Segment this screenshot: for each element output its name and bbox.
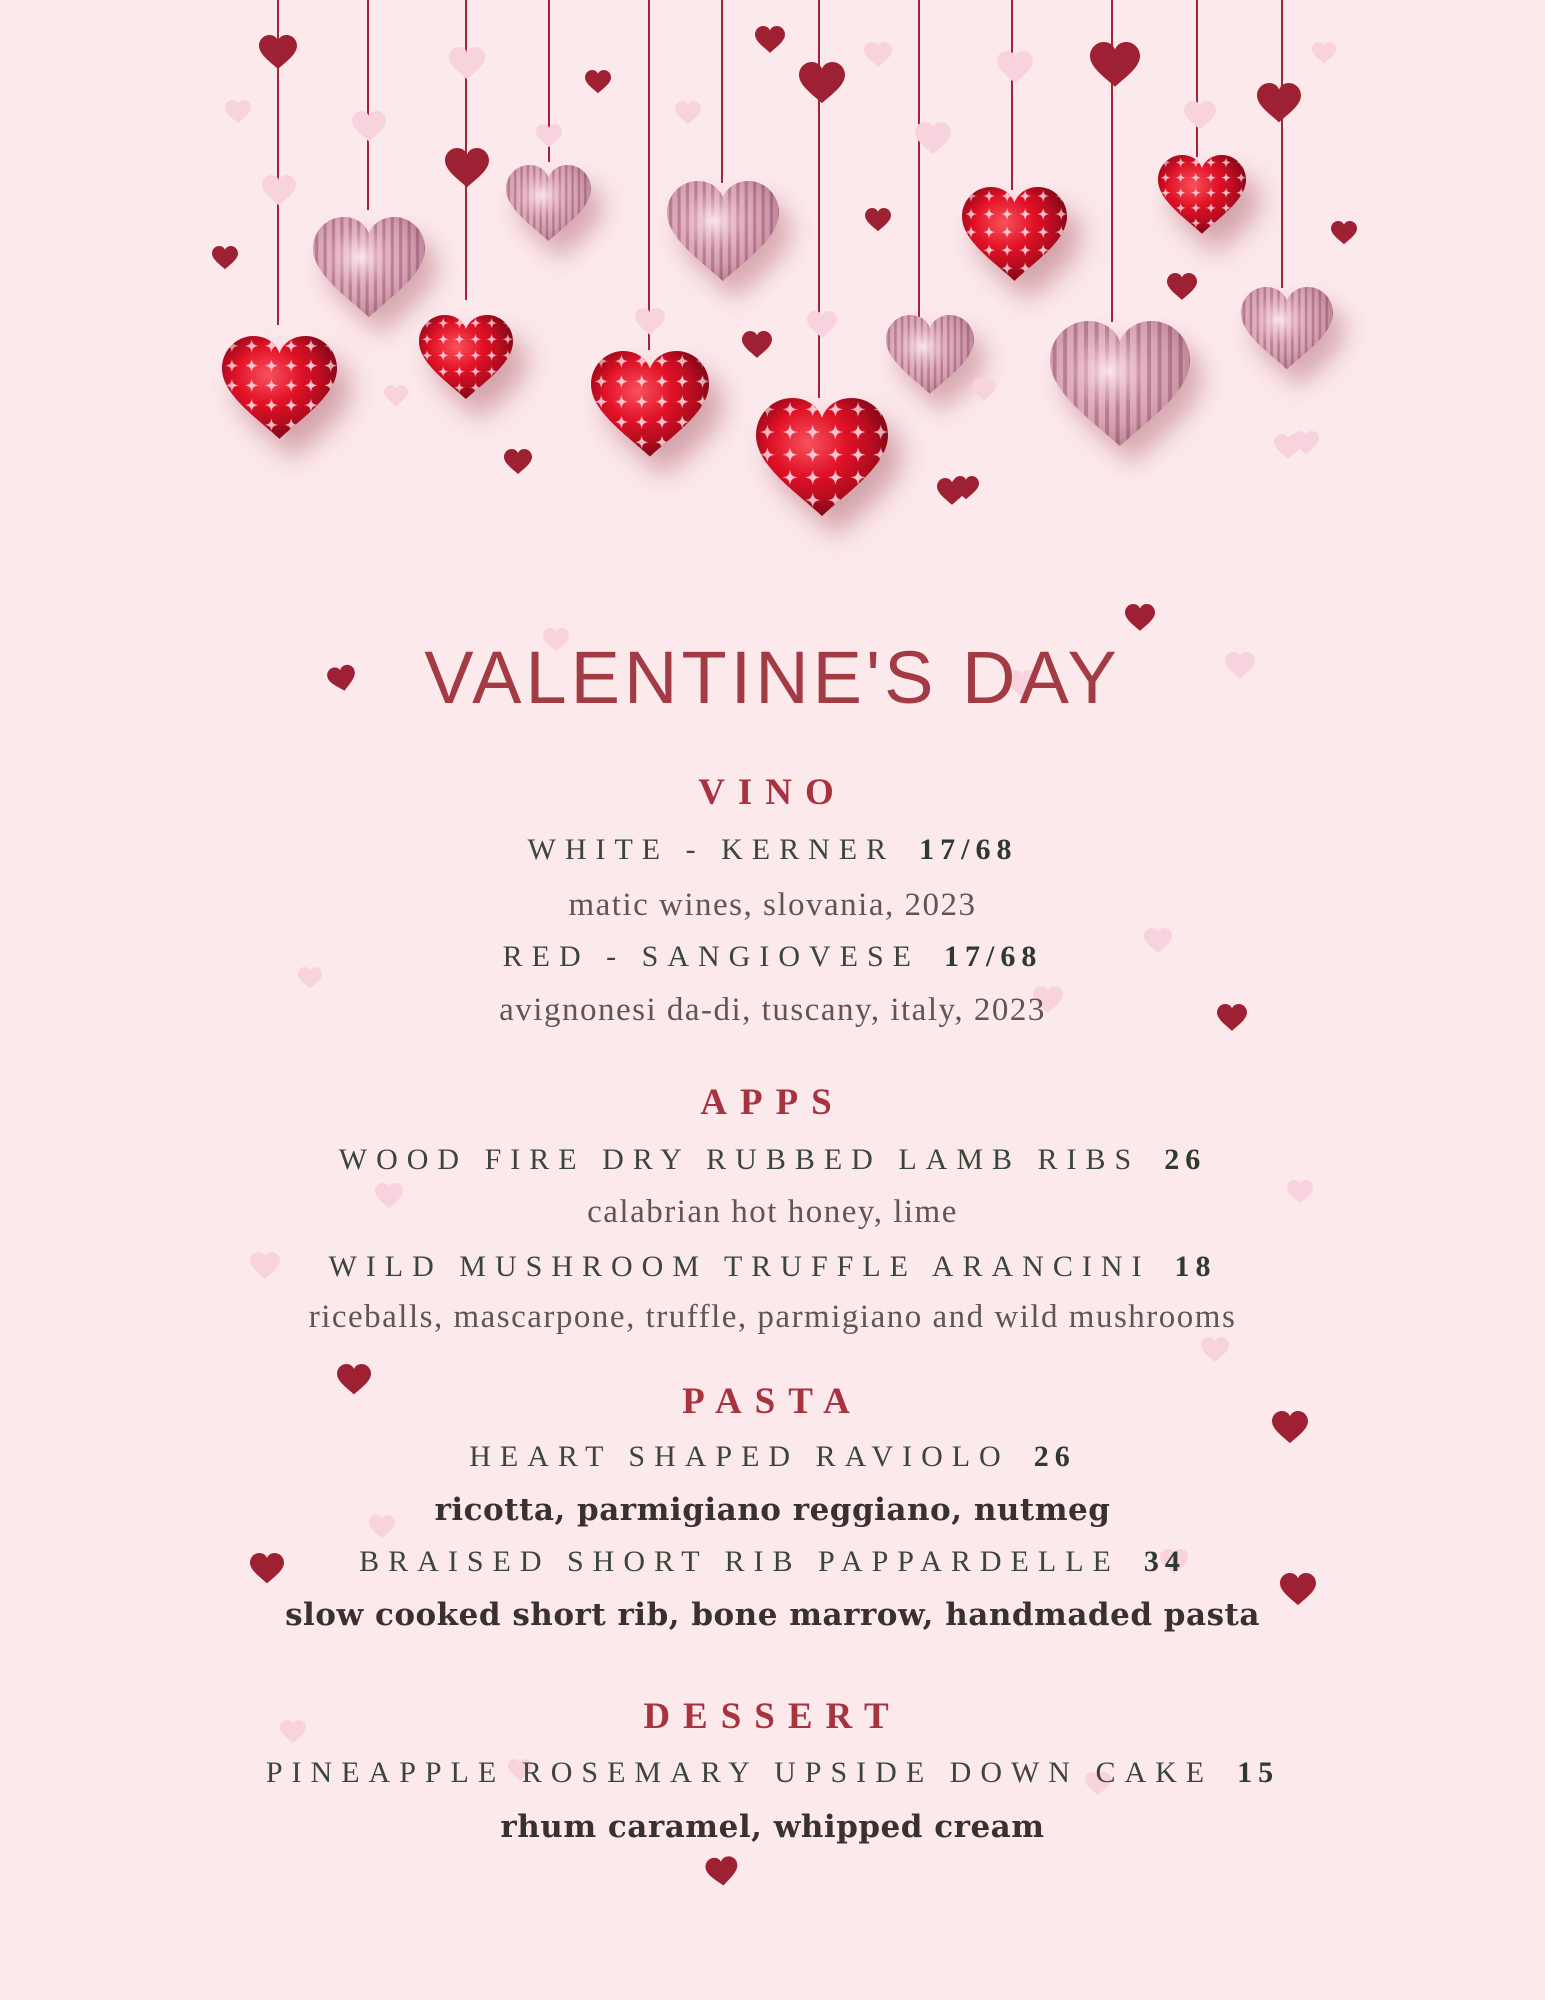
flat-heart-icon	[384, 385, 408, 407]
red-star-heart-ornament-icon	[591, 351, 709, 458]
item-price: 17/68	[919, 833, 1018, 866]
item-description: avignonesi da-di, tuscany, italy, 2023	[499, 992, 1046, 1028]
item-description: rhum caramel, whipped cream	[500, 1809, 1045, 1845]
flat-heart-icon	[259, 35, 297, 69]
red-star-heart-ornament-icon	[962, 187, 1067, 282]
string	[1281, 0, 1283, 288]
pink-striped-heart-ornament-icon	[506, 165, 591, 242]
menu-item	[0, 1435, 1545, 1479]
item-name: WHITE - KERNER	[527, 833, 896, 866]
item-price: 15	[1237, 1756, 1280, 1789]
flat-heart-icon	[449, 47, 485, 80]
string	[721, 0, 723, 183]
flat-heart-icon	[445, 148, 489, 188]
flat-heart-icon	[915, 122, 951, 155]
red-star-heart-ornament-icon	[756, 398, 888, 518]
string	[1011, 0, 1013, 190]
string	[918, 0, 920, 317]
item-name: BRAISED SHORT RIB PAPPARDELLE	[359, 1545, 1120, 1578]
flat-heart-icon	[865, 208, 891, 232]
flat-heart-icon	[225, 100, 251, 124]
string	[367, 0, 369, 210]
string	[1196, 0, 1198, 157]
flat-heart-icon	[1090, 42, 1140, 87]
flat-heart-icon	[742, 331, 772, 358]
flat-heart-icon	[262, 175, 296, 206]
item-description: slow cooked short rib, bone marrow, handmaded pasta	[285, 1597, 1260, 1633]
flat-heart-icon	[807, 311, 837, 338]
flat-heart-icon	[705, 1855, 740, 1887]
flat-heart-icon	[1201, 1337, 1229, 1362]
item-price: 18	[1174, 1250, 1217, 1283]
menu-item	[0, 1245, 1545, 1289]
section-header-dessert: DESSERT	[643, 1696, 902, 1737]
item-description: calabrian hot honey, lime	[587, 1194, 958, 1230]
item-name: RED - SANGIOVESE	[502, 940, 920, 973]
red-star-heart-ornament-icon	[222, 336, 337, 440]
red-star-heart-ornament-icon	[419, 315, 513, 400]
page-title: VALENTINE'S DAY	[424, 636, 1121, 719]
flat-heart-icon	[864, 42, 892, 67]
menu-item	[0, 1751, 1545, 1795]
flat-heart-icon	[585, 70, 611, 94]
pink-striped-heart-ornament-icon	[667, 181, 779, 283]
item-price: 26	[1164, 1143, 1207, 1176]
flat-heart-icon	[997, 51, 1033, 84]
item-name: HEART SHAPED RAVIOLO	[469, 1440, 1010, 1473]
flat-heart-icon	[1125, 604, 1155, 631]
item-price: 34	[1143, 1545, 1186, 1578]
flat-heart-icon	[635, 308, 665, 335]
item-description: riceballs, mascarpone, truffle, parmigiano and wild mushrooms	[308, 1299, 1237, 1335]
pink-striped-heart-ornament-icon	[313, 217, 425, 319]
item-name: PINEAPPLE ROSEMARY UPSIDE DOWN CAKE	[265, 1756, 1214, 1789]
flat-heart-icon	[1274, 434, 1302, 459]
item-name: WILD MUSHROOM TRUFFLE ARANCINI	[328, 1250, 1151, 1283]
flat-heart-icon	[212, 246, 238, 270]
string	[648, 0, 650, 350]
flat-heart-icon	[504, 449, 532, 474]
flat-heart-icon	[1184, 101, 1216, 130]
menu-item	[0, 1540, 1545, 1584]
string	[818, 0, 820, 398]
section-header-apps: APPS	[700, 1082, 845, 1123]
flat-heart-icon	[1312, 42, 1336, 64]
section-header-pasta: PASTA	[682, 1381, 863, 1422]
menu-item	[0, 935, 1545, 979]
flat-heart-icon	[675, 101, 701, 125]
item-price: 26	[1033, 1440, 1076, 1473]
flat-heart-icon	[1257, 83, 1301, 123]
flat-heart-icon	[937, 478, 967, 505]
item-name: WOOD FIRE DRY RUBBED LAMB RIBS	[338, 1143, 1141, 1176]
flat-heart-icon	[799, 62, 845, 104]
flat-heart-icon	[755, 26, 785, 53]
pink-striped-heart-ornament-icon	[1050, 321, 1190, 448]
menu-item	[0, 828, 1545, 872]
item-description: ricotta, parmigiano reggiano, nutmeg	[434, 1492, 1111, 1528]
red-star-heart-ornament-icon	[1158, 155, 1246, 235]
menu-item	[0, 1138, 1545, 1182]
item-price: 17/68	[943, 940, 1043, 973]
item-description: matic wines, slovania, 2023	[568, 887, 977, 923]
pink-striped-heart-ornament-icon	[886, 315, 974, 395]
flat-heart-icon	[1331, 221, 1357, 245]
pink-striped-heart-ornament-icon	[1241, 287, 1333, 370]
flat-heart-icon	[352, 111, 386, 142]
flat-heart-icon	[1167, 273, 1197, 300]
flat-heart-icon	[536, 124, 562, 148]
section-header-vino: VINO	[698, 772, 847, 813]
flat-heart-icon	[972, 379, 996, 401]
